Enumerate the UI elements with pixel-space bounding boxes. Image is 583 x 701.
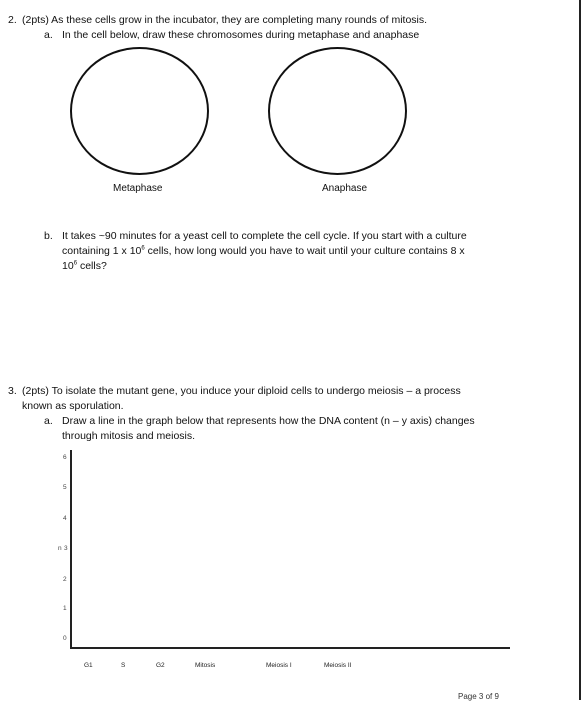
q2-stem: (2pts) As these cells grow in the incubator, they are completing many rounds of mitosis. <box>22 14 428 26</box>
y-tick-5: 5 <box>63 484 67 491</box>
x-label-g1: G1 <box>84 662 93 669</box>
exponent: 6 <box>141 245 145 252</box>
q2a-text: In the cell below, draw these chromosomes during metaphase and anaphase <box>62 29 420 41</box>
q2b-line1: It takes ~90 minutes for a yeast cell to complete the cell cycle. If you start with a culture <box>62 230 467 242</box>
q2a-letter: a. <box>44 29 53 41</box>
y-tick-2: 2 <box>63 576 67 583</box>
x-label-g2: G2 <box>156 662 165 669</box>
q2b-letter: b. <box>44 230 53 242</box>
y-tick-0: 0 <box>63 635 67 642</box>
q3-stem-line2: known as sporulation. <box>22 400 124 412</box>
q3-stem-line1: (2pts) To isolate the mutant gene, you induce your diploid cells to undergo meiosis – a process <box>22 385 461 397</box>
q3a-line1: Draw a line in the graph below that represents how the DNA content (n – y axis) changes <box>62 415 475 427</box>
y-tick-6: 6 <box>63 454 67 461</box>
y-axis-letter: n <box>58 545 62 552</box>
graph-y-axis <box>70 450 72 648</box>
anaphase-cell-circle[interactable] <box>268 47 407 175</box>
graph-x-axis <box>70 647 510 649</box>
q2b-line3: $10^6$ cells? <box>62 260 107 272</box>
x-label-meiosis-i: Meiosis I <box>266 662 292 669</box>
x-label-s: S <box>121 662 126 669</box>
anaphase-label: Anaphase <box>322 183 368 194</box>
q3a-letter: a. <box>44 415 53 427</box>
q3a-line2: through mitosis and meiosis. <box>62 430 196 442</box>
page-footer: Page 3 of 9 <box>458 692 499 701</box>
q3-number: 3. <box>8 385 17 397</box>
y-tick-3: 3 <box>64 545 68 552</box>
q2-number: 2. <box>8 14 17 26</box>
metaphase-cell-circle[interactable] <box>70 47 209 175</box>
metaphase-label: Metaphase <box>113 183 163 194</box>
y-tick-1: 1 <box>63 605 67 612</box>
x-label-mitosis: Mitosis <box>195 662 216 669</box>
q2b-line2: containing 1 x $10^6$ cells, how long would you have to wait until your culture contains 8 x <box>62 245 465 257</box>
x-label-meiosis-ii: Meiosis II <box>324 662 352 669</box>
exponent: 6 <box>73 260 78 267</box>
y-tick-4: 4 <box>63 515 67 522</box>
